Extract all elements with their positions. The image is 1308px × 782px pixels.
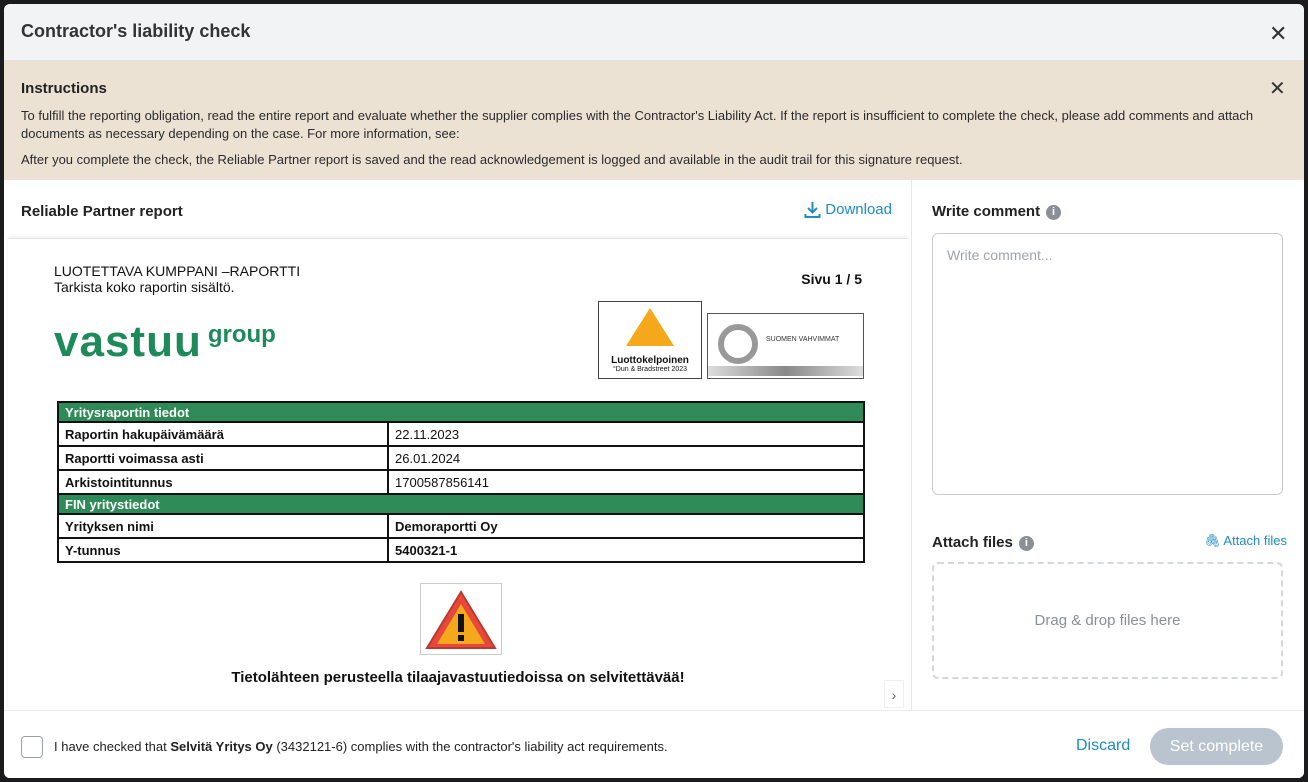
close-icon[interactable]: ✕ bbox=[1269, 21, 1288, 46]
comment-input[interactable] bbox=[932, 233, 1283, 495]
discard-button[interactable]: Discard bbox=[1076, 737, 1131, 754]
badge-circle-icon bbox=[718, 324, 758, 364]
row-value: 22.11.2023 bbox=[388, 422, 864, 446]
vastuu-logo bbox=[54, 317, 276, 367]
warning-icon bbox=[421, 584, 501, 654]
section-header: FIN yritystiedot bbox=[58, 494, 864, 514]
liability-check-modal bbox=[4, 4, 1304, 778]
confirm-checkbox[interactable] bbox=[21, 736, 43, 758]
table-row bbox=[58, 538, 864, 562]
attach-link-label: Attach files bbox=[1223, 533, 1287, 548]
download-label: Download bbox=[825, 201, 892, 218]
paperclip-icon: 🖇 bbox=[1203, 533, 1221, 548]
instructions-close-icon[interactable]: ✕ bbox=[1269, 78, 1286, 100]
row-value: Demoraportti Oy bbox=[388, 514, 864, 538]
credit-rating-badge bbox=[598, 301, 702, 379]
warning-message: Tietolähteen perusteella tilaajavastuutiedoissa on selvitettävää! bbox=[231, 669, 685, 686]
table-row bbox=[58, 470, 864, 494]
row-label: Raportin hakupäivämäärä bbox=[58, 422, 388, 446]
dropzone-text: Drag & drop files here bbox=[1034, 612, 1181, 629]
row-label: Yrityksen nimi bbox=[58, 514, 388, 538]
file-dropzone[interactable] bbox=[932, 562, 1283, 679]
logo-main: vastuu bbox=[54, 317, 202, 366]
section-header: Yritysraportin tiedot bbox=[58, 402, 864, 422]
modal-header bbox=[4, 4, 1304, 61]
row-label: Raportti voimassa asti bbox=[58, 446, 388, 470]
side-panel bbox=[913, 180, 1304, 710]
info-icon[interactable]: i bbox=[1046, 205, 1061, 220]
comment-label-group bbox=[932, 203, 1061, 220]
report-pane bbox=[4, 180, 912, 710]
instructions-panel bbox=[4, 61, 1304, 180]
badge-a-title: Luottokelpoinen bbox=[611, 355, 689, 366]
modal-footer bbox=[4, 710, 1304, 778]
modal-title: Contractor's liability check bbox=[21, 21, 251, 41]
instructions-title: Instructions bbox=[21, 80, 107, 97]
download-icon bbox=[804, 201, 821, 218]
rating-a-icon bbox=[626, 308, 674, 346]
doc-subheading: Tarkista koko raportin sisältö. bbox=[54, 279, 235, 295]
attach-label-group bbox=[932, 534, 1034, 551]
download-button[interactable] bbox=[804, 201, 892, 218]
row-value: 1700587856141 bbox=[388, 470, 864, 494]
confirm-text bbox=[54, 739, 668, 754]
warning-box bbox=[420, 583, 502, 655]
doc-heading: LUOTETTAVA KUMPPANI –RAPORTTI bbox=[54, 263, 301, 279]
row-value: 26.01.2024 bbox=[388, 446, 864, 470]
row-label: Y-tunnus bbox=[58, 538, 388, 562]
report-document[interactable] bbox=[8, 238, 908, 710]
row-label: Arkistointitunnus bbox=[58, 470, 388, 494]
company-name: Selvitä Yritys Oy bbox=[170, 739, 273, 754]
instructions-note: After you complete the check, the Reliable Partner report is saved and the read acknowledgement is logged and available in the audit trail for this signature request. bbox=[21, 152, 963, 167]
comment-label: Write comment bbox=[932, 203, 1041, 220]
logo-sup: group bbox=[207, 321, 276, 348]
strongest-badge bbox=[707, 313, 864, 379]
attach-files-button[interactable] bbox=[1204, 533, 1287, 549]
confirm-prefix: I have checked that bbox=[54, 739, 171, 754]
badge-a-subtitle: °Dun & Bradstreet 2023 bbox=[612, 366, 687, 373]
row-value: 5400321-1 bbox=[388, 538, 864, 562]
instructions-text: To fulfill the reporting obligation, read the entire report and evaluate whether the supplier complies with the Contractor's Liability Act. If the report is insufficient to complete the check, please add comments and attach documents as necessary depending on the case. For more information, see: bbox=[21, 108, 1254, 141]
report-title: Reliable Partner report bbox=[21, 203, 183, 220]
set-complete-button[interactable]: Set complete bbox=[1150, 728, 1283, 765]
badge-s-text: SUOMEN VAHVIMMAT bbox=[766, 336, 840, 343]
attach-label: Attach files bbox=[932, 534, 1013, 551]
table-row bbox=[58, 514, 864, 538]
table-row bbox=[58, 446, 864, 470]
confirm-suffix: (3432121-6) complies with the contractor's liability act requirements. bbox=[272, 739, 668, 754]
info-icon[interactable]: i bbox=[1019, 536, 1034, 551]
doc-page-number: Sivu 1 / 5 bbox=[801, 271, 862, 287]
report-info-table bbox=[57, 401, 865, 563]
chevron-right-icon[interactable]: › bbox=[884, 680, 904, 708]
badge-bar bbox=[708, 366, 863, 376]
table-row bbox=[58, 422, 864, 446]
